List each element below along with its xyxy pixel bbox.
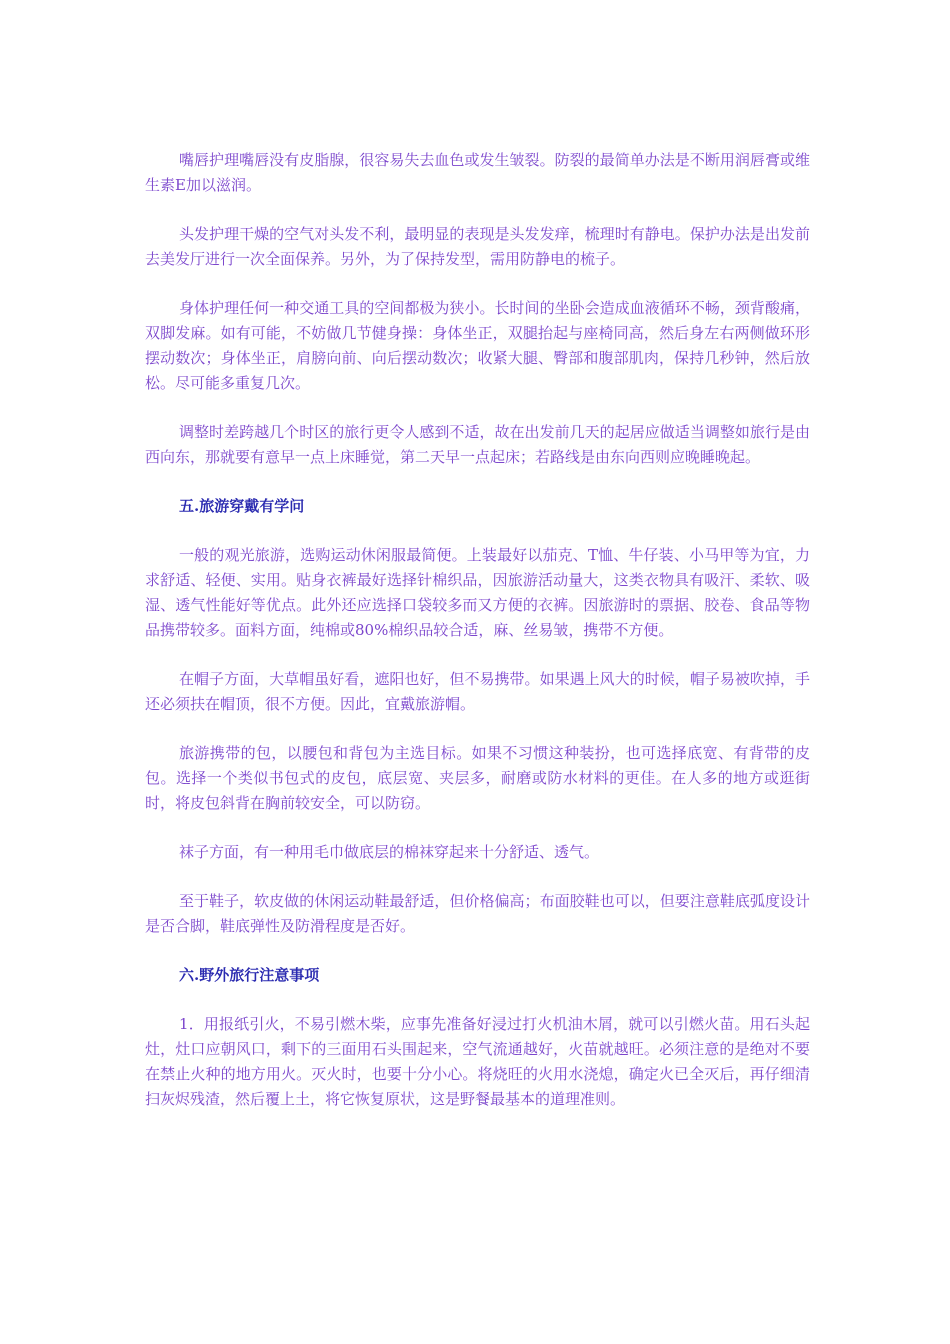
section-heading-clothing: 五.旅游穿戴有学问 bbox=[179, 497, 305, 515]
paragraph-jet-lag: 调整时差跨越几个时区的旅行更令人感到不适，故在出发前几天的起居应做适当调整如旅行是由西向东，那就要有意早一点上床睡觉，第二天早一点起床；若路线是由东向西则应晚睡晚起。 bbox=[145, 423, 810, 466]
paragraph-bags: 旅游携带的包，以腰包和背包为主选目标。如果不习惯这种装扮，也可选择底宽、有背带的皮包。选择一个类似书包式的皮包，底层宽、夹层多，耐磨或防水材料的更佳。在人多的地方或逛街时，将皮包斜背在胸前较安全，可以防窃。 bbox=[145, 744, 810, 812]
paragraph-fire-safety: 1．用报纸引火，不易引燃木柴，应事先准备好浸过打火机油木屑，就可以引燃火苗。用石头起灶，灶口应朝风口，剩下的三面用石头围起来，空气流通越好，火苗就越旺。必须注意的是绝对不要在禁止火种的地方用火。灭火时，也要十分小心。将烧旺的火用水浇熄，确定火已全灭后，再仔细清扫灰烬残渣，然后覆上土，将它恢复原状，这是野餐最基本的道理准则。 bbox=[145, 1015, 810, 1108]
paragraph-lip-care: 嘴唇护理嘴唇没有皮脂腺，很容易失去血色或发生皱裂。防裂的最简单办法是不断用润唇膏或维生素E加以滋润。 bbox=[145, 151, 810, 194]
section-heading-outdoor: 六.野外旅行注意事项 bbox=[179, 966, 320, 984]
paragraph-clothing: 一般的观光旅游，选购运动休闲服最简便。上装最好以茄克、T恤、牛仔装、小马甲等为宜，力求舒适、轻便、实用。贴身衣裤最好选择针棉织品，因旅游活动量大，这类衣物具有吸汗、柔软、吸湿、透气性能好等优点。此外还应选择口袋较多而又方便的衣裤。因旅游时的票据、胶卷、食品等物品携带较多。面料方面，纯棉或80%棉织品较合适，麻、丝易皱，携带不方便。 bbox=[145, 546, 810, 639]
document-body bbox=[145, 148, 810, 1136]
paragraph-shoes: 至于鞋子，软皮做的休闲运动鞋最舒适，但价格偏高；布面胶鞋也可以，但要注意鞋底弧度设计是否合脚，鞋底弹性及防滑程度是否好。 bbox=[145, 892, 810, 935]
paragraph-hair-care: 头发护理干燥的空气对头发不利，最明显的表现是头发发痒，梳理时有静电。保护办法是出发前去美发厅进行一次全面保养。另外，为了保持发型，需用防静电的梳子。 bbox=[145, 225, 810, 268]
paragraph-socks: 袜子方面，有一种用毛巾做底层的棉袜穿起来十分舒适、透气。 bbox=[179, 843, 600, 861]
paragraph-hats: 在帽子方面，大草帽虽好看，遮阳也好，但不易携带。如果遇上风大的时候，帽子易被吹掉，手还必须扶在帽顶，很不方便。因此，宜戴旅游帽。 bbox=[145, 670, 810, 713]
paragraph-body-care: 身体护理任何一种交通工具的空间都极为狭小。长时间的坐卧会造成血液循环不畅，颈背酸痛，双脚发麻。如有可能，不妨做几节健身操：身体坐正，双腿抬起与座椅同高，然后身左右两侧做环形摆动数次；身体坐正，肩膀向前、向后摆动数次；收紧大腿、臀部和腹部肌肉，保持几秒钟，然后放松。尽可能多重复几次。 bbox=[145, 299, 810, 392]
